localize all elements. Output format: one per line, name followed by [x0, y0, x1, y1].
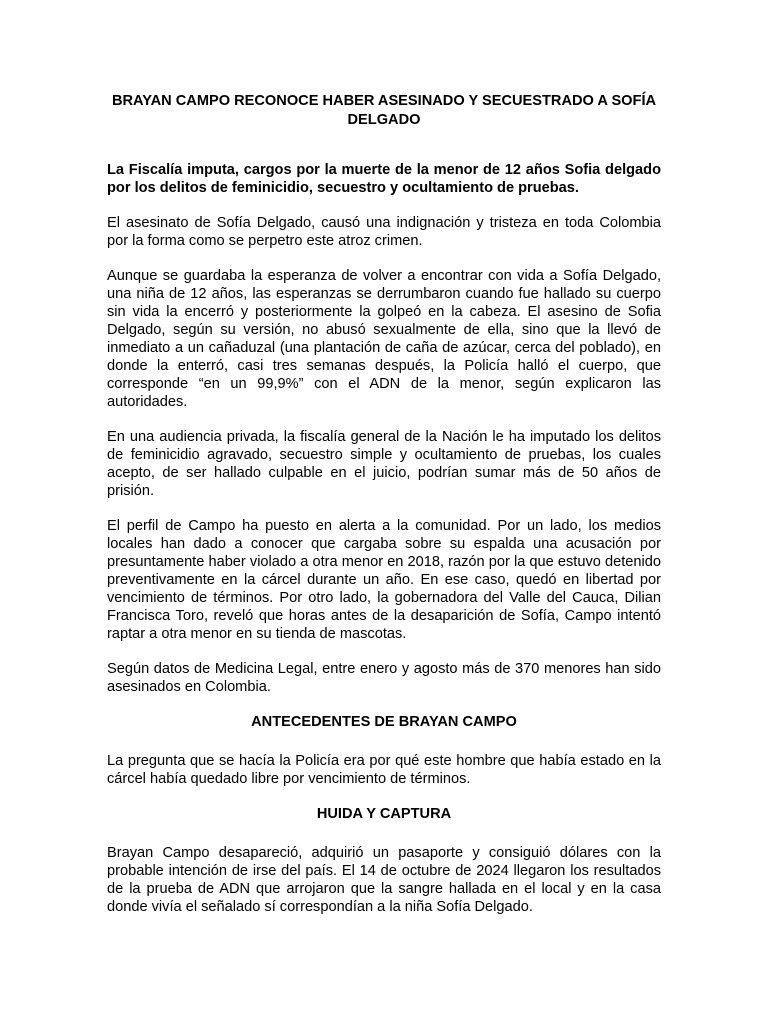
lead-paragraph: La Fiscalía imputa, cargos por la muerte de la menor de 12 años Sofia delgado por los delitos de feminicidio, secuestro y ocultamiento de pruebas.: [107, 162, 661, 196]
section-heading-huida: HUIDA Y CAPTURA: [316, 806, 452, 822]
body-paragraph: Según datos de Medicina Legal, entre enero y agosto más de 370 menores han sido asesinados en Colombia.: [107, 661, 661, 695]
document-title: BRAYAN CAMPO RECONOCE HABER ASESINADO Y SECUESTRADO A SOFÍA DELGADO: [111, 93, 657, 128]
body-paragraph: En una audiencia privada, la fiscalía general de la Nación le ha imputado los delitos de feminicidio agravado, secuestro simple y ocultamiento de pruebas, los cuales acepto, de ser hallado culpable en el juicio, podrían sumar más de 50 años de prisión.: [107, 429, 661, 499]
section-paragraph-huida: Brayan Campo desapareció, adquirió un pasaporte y consiguió dólares con la probable intención de irse del país. El 14 de octubre de 2024 llegaron los resultados de la prueba de ADN que arrojaron que la sangre hallada en el local y en la casa donde vivía el señalado sí correspondían a la niña Sofía Delgado.: [107, 845, 661, 915]
document-page: [107, 92, 661, 933]
body-paragraph: El perfil de Campo ha puesto en alerta a la comunidad. Por un lado, los medios locales han dado a conocer que cargaba sobre su espalda una acusación por presuntamente haber violado a otra menor en 2018, razón por la que estuvo detenido preventivamente en la cárcel durante un año. En ese caso, quedó en libertad por vencimiento de términos. Por otro lado, la gobernadora del Valle del Cauca, Dilian Francisca Toro, reveló que horas antes de la desaparición de Sofía, Campo intentó raptar a otra menor en su tienda de mascotas.: [107, 518, 661, 642]
section-heading-antecedentes: ANTECEDENTES DE BRAYAN CAMPO: [251, 714, 517, 730]
body-paragraph: El asesinato de Sofía Delgado, causó una indignación y tristeza en toda Colombia por la forma como se perpetro este atroz crimen.: [107, 215, 661, 249]
section-paragraph-antecedentes: La pregunta que se hacía la Policía era por qué este hombre que había estado en la cárcel había quedado libre por vencimiento de términos.: [107, 753, 661, 787]
body-paragraph: Aunque se guardaba la esperanza de volver a encontrar con vida a Sofía Delgado, una niña de 12 años, las esperanzas se derrumbaron cuando fue hallado su cuerpo sin vida la encerró y posteriormente la golpeó en la cabeza. El asesino de Sofia Delgado, según su versión, no abusó sexualmente de ella, sino que la llevó de inmediato a un cañaduzal (una plantación de caña de azúcar, cerca del poblado), en donde la enterró, casi tres semanas después, la Policía halló el cuerpo, que corresponde “en un 99,9%” con el ADN de la menor, según explicaron las autoridades.: [107, 268, 661, 410]
